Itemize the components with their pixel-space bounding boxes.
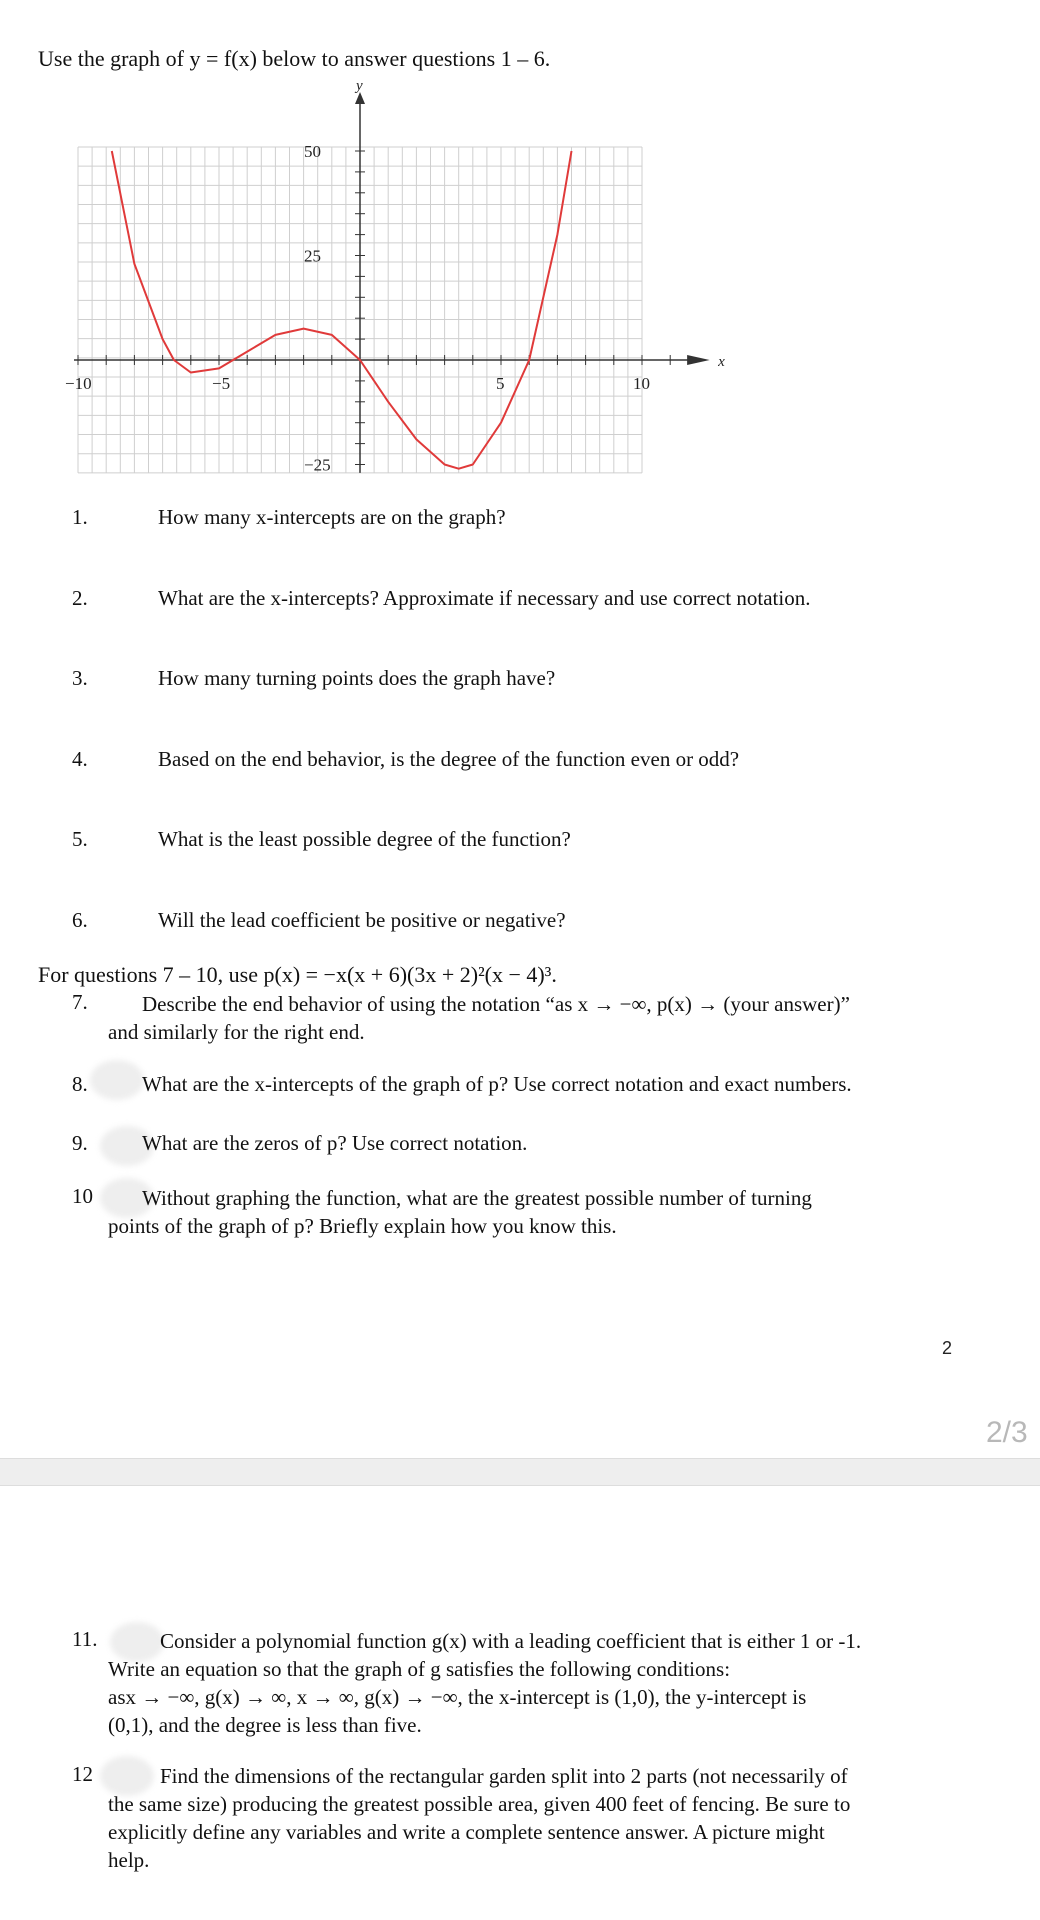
x-axis-label: x [718,354,725,370]
question-number: 4. [72,747,88,771]
q12-line2: the same size) producing the greatest possible area, given 400 feet of fencing. Be sure to [108,1792,851,1816]
question-text: Will the lead coefficient be positive or negative? [158,908,566,932]
q12-text [108,1762,850,1874]
q7-text [108,990,850,1046]
question-text: Based on the end behavior, is the degree of the function even or odd? [158,747,740,771]
q12-line4: help. [108,1848,150,1872]
question-text: How many turning points does the graph have? [158,666,556,690]
q8-number: 8. [72,1072,88,1096]
q12-line1: Find the dimensions of the rectangular garden split into 2 parts (not necessarily of [160,1764,848,1788]
q8-text: What are the x-intercepts of the graph of p? Use correct notation and exact numbers. [142,1072,852,1096]
intro-text: Use the graph of y = f(x) below to answer questions 1 – 6. [38,46,551,71]
y-tick-label: 25 [304,246,321,266]
q10-line1: Without graphing the function, what are the greatest possible number of turning [142,1186,812,1210]
question-number: 2. [72,586,88,610]
question-number: 3. [72,666,88,690]
q10-number: 10 [72,1184,93,1208]
q11-line1: Consider a polynomial function g(x) with a leading coefficient that is either 1 or -1. [160,1629,862,1653]
x-tick-label: 10 [633,374,650,393]
question-number: 1. [72,505,88,529]
q11-text [108,1627,861,1739]
x-axis-arrow [687,355,710,365]
q12-line3: explicitly define any variables and write a complete sentence answer. A picture might [108,1820,825,1844]
function-graph [0,0,1040,520]
q11-number: 11. [72,1627,98,1651]
y-axis-label: y [356,78,363,94]
x-tick-label: −5 [212,374,231,393]
q12-number: 12 [72,1762,93,1786]
question-number: 5. [72,827,88,851]
q11-line3: asx → −∞, g(x) → ∞, x → ∞, g(x) → −∞, the x-intercept is (1,0), the y-intercept is [108,1685,807,1709]
question-number: 6. [72,908,88,932]
q7-line1: Describe the end behavior of using the notation “as x → −∞, p(x) → (your answer)” [142,992,850,1016]
redaction-blur [90,1060,144,1100]
x-tick-label: −10 [65,374,92,393]
y-tick-label: −25 [304,455,331,475]
page-number: 2 [942,1338,953,1358]
q7-line2: and similarly for the right end. [108,1020,365,1044]
question-text: What is the least possible degree of the function? [158,827,571,851]
function-curve [112,151,572,469]
x-tick-label: 5 [496,374,505,393]
q10-text [108,1184,812,1240]
for-questions-text: For questions 7 – 10, use p(x) = −x(x + 6)(3x + 2)²(x − 4)³. [38,962,557,987]
y-tick-label: 50 [304,142,321,161]
q10-line2: points of the graph of p? Briefly explain how you know this. [108,1214,617,1238]
page-indicator: 2/3 [986,1416,1028,1449]
question-text: How many x-intercepts are on the graph? [158,505,506,529]
q9-number: 9. [72,1131,88,1155]
question-text: What are the x-intercepts? Approximate if necessary and use correct notation. [158,586,811,610]
q9-text: What are the zeros of p? Use correct notation. [142,1131,528,1155]
q7-number: 7. [72,990,88,1014]
page-separator [0,1458,1040,1486]
q11-line2: Write an equation so that the graph of g satisfies the following conditions: [108,1657,731,1681]
q11-line4: (0,1), and the degree is less than five. [108,1713,422,1737]
